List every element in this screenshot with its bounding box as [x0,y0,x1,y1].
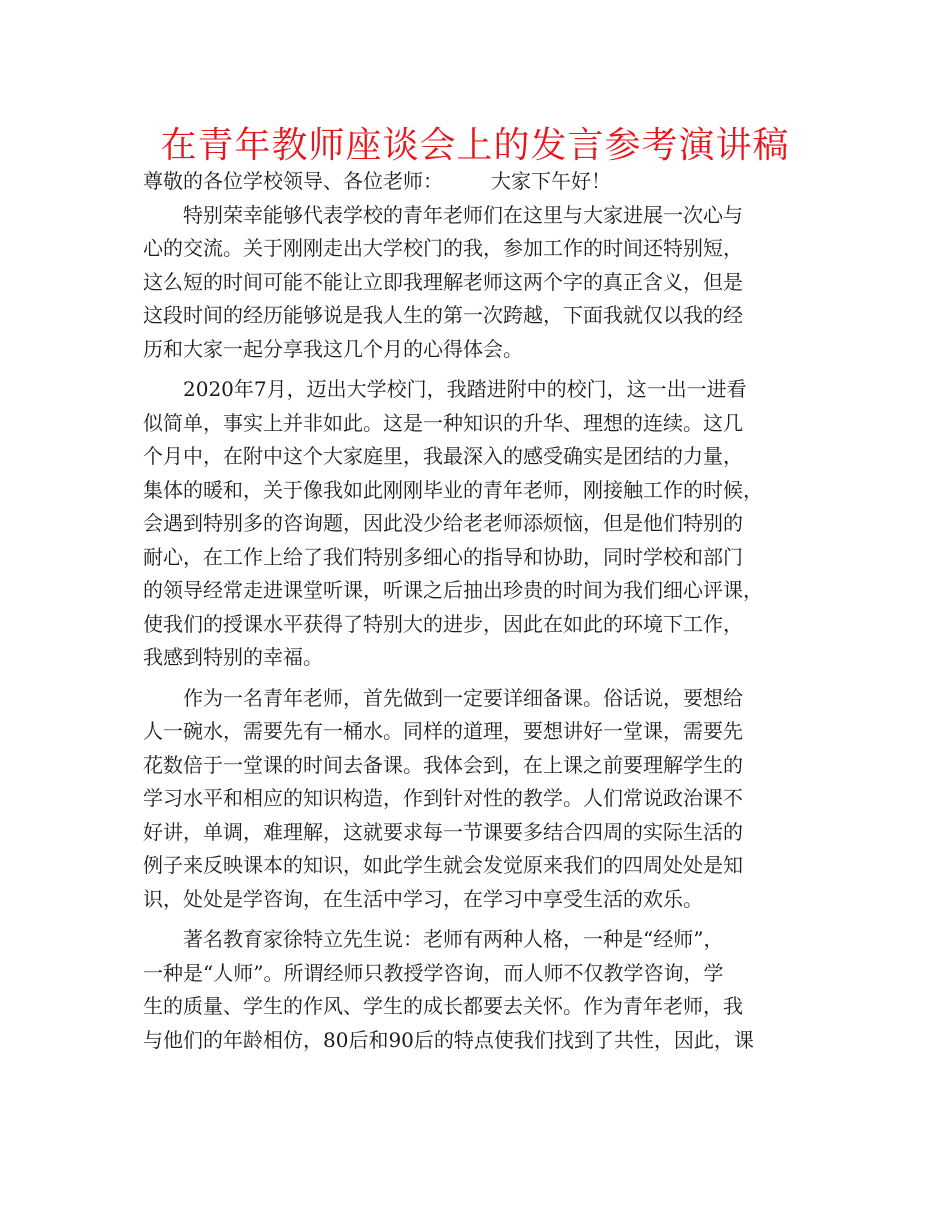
document-title: 在青年教师座谈会上的发言参考演讲稿 [160,125,790,166]
paragraph-line: 这么短的时间可能不能让立即我理解老师这两个字的真正含义，但是 [143,269,743,294]
paragraph-line: 2020年7月，迈出大学校门，我踏进附中的校门，这一出一进看 [143,377,747,401]
greeting-hello: 大家下午好！ [491,169,611,193]
paragraph-line: 例子来反映课本的知识，如此学生就会发觉原来我们的四周处处是知 [143,853,743,877]
paragraph-spacer [143,366,813,373]
paragraph-line: 生的质量、学生的作风、学生的成长都要去关怀。作为青年老师，我 [143,994,743,1018]
paragraph-line: 识，处处是学咨询，在生活中学习，在学习中享受生活的欢乐。 [143,886,703,911]
paragraph-line: 一种是“人师”。所谓经师只教授学咨询，而人师不仅教学咨询，学 [143,960,724,985]
paragraph [143,373,813,675]
paragraph-line: 心的交流。关于刚刚走出大学校门的我，参加工作的时间还特别短， [143,236,743,260]
paragraph-line: 耐心，在工作上给了我们特别多细心的指导和协助，同时学校和部门 [143,544,743,569]
paragraph-line: 好讲，单调，难理解，这就要求每一节课要多结合四周的实际生活的 [143,819,743,844]
paragraph [143,199,813,367]
paragraph-line: 著名教育家徐特立先生说：老师有两种人格，一种是“经师”， [143,927,724,951]
paragraph [143,682,813,917]
paragraph-spacer [143,916,813,923]
paragraph-line: 这段时间的经历能够说是我人生的第一次跨越，下面我就仅以我的经 [143,303,743,327]
paragraph-line: 花数倍于一堂课的时间去备课。我体会到，在上课之前要理解学生的 [143,752,743,777]
document-body [143,165,813,1057]
greeting-salutation: 尊敬的各位学校领导、各位老师： [143,169,443,193]
paragraph-line: 似简单，事实上并非如此。这是一种知识的升华、理想的连续。这几 [143,410,743,435]
paragraph-line: 个月中，在附中这个大家庭里，我最深入的感受确实是团结的力量， [143,444,743,468]
paragraph-line: 会遇到特别多的咨询题，因此没少给老老师添烦恼，但是他们特别的 [143,511,743,535]
paragraph-line: 的领导经常走进课堂听课，听课之后抽出珍贵的时间为我们细心评课， [143,578,763,602]
paragraph-line: 人一碗水，需要先有一桶水。同样的道理，要想讲好一堂课，需要先 [143,719,743,743]
paragraph [143,923,813,1057]
paragraph-line: 学习水平和相应的知识构造，作到针对性的教学。人们常说政治课不 [143,786,743,810]
greeting-spacer [443,165,491,199]
paragraph-line: 历和大家一起分享我这几个月的心得体会。 [143,336,523,361]
paragraph-line: 特别荣幸能够代表学校的青年老师们在这里与大家进展一次心与 [143,202,743,227]
paragraph-spacer [143,675,813,682]
paragraph-line: 集体的暖和，关于像我如此刚刚毕业的青年老师，刚接触工作的时候， [143,477,763,502]
greeting-line [143,165,813,199]
paragraph-line: 我感到特别的幸福。 [143,645,323,669]
paragraph-line: 使我们的授课水平获得了特别大的进步，因此在如此的环境下工作， [143,611,743,636]
paragraph-line: 与他们的年龄相仿，80后和90后的特点使我们找到了共性，因此，课 [143,1027,754,1052]
paragraph-line: 作为一名青年老师，首先做到一定要详细备课。俗话说，要想给 [143,685,743,710]
